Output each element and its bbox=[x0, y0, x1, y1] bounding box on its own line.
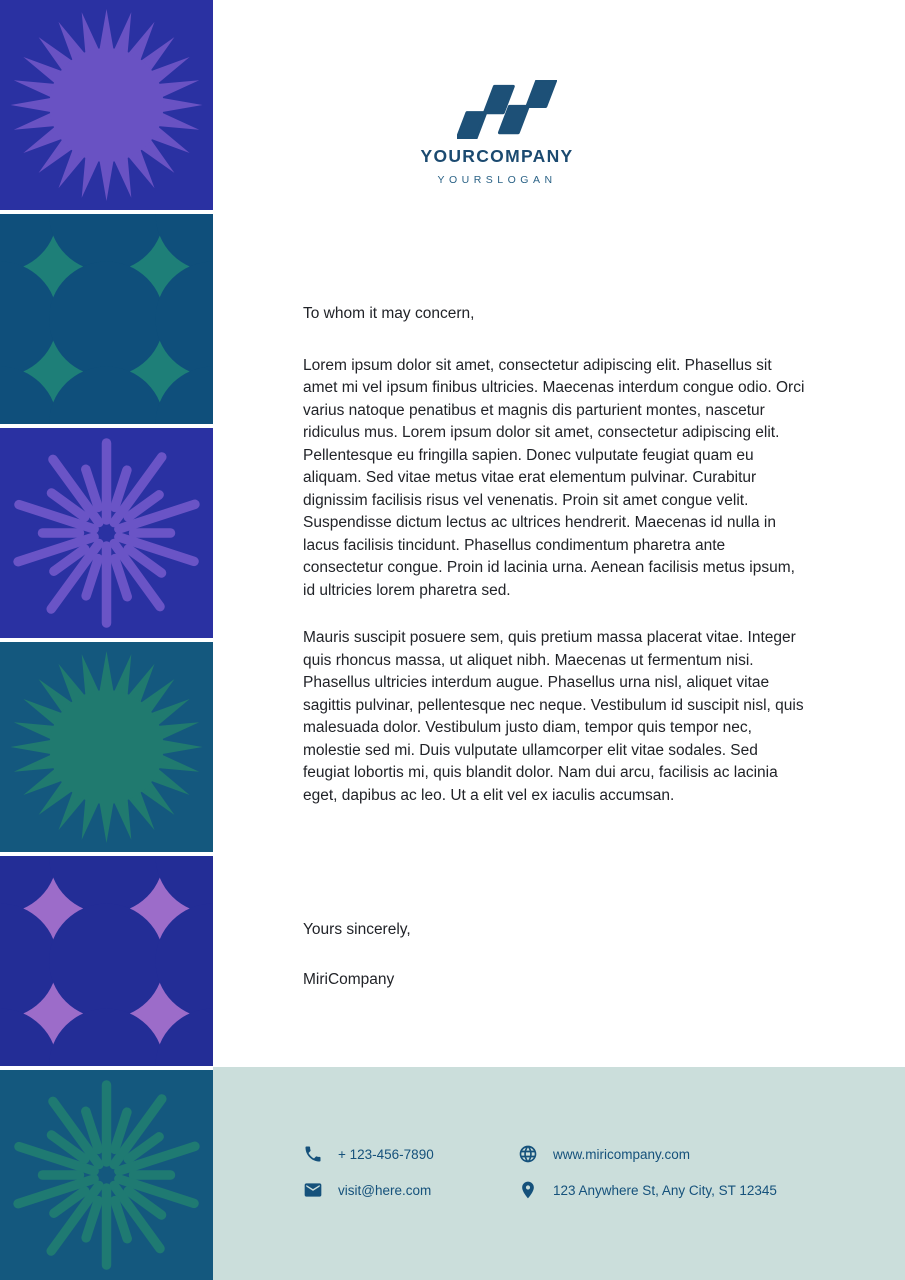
letter-body bbox=[303, 303, 805, 832]
company-logo bbox=[247, 80, 747, 186]
sidebar-pattern-purple-spiky-sun bbox=[0, 0, 213, 210]
email-contact bbox=[303, 1180, 431, 1200]
company-name: YOURCOMPANY bbox=[420, 146, 574, 166]
sidebar-pattern-teal-ray-burst bbox=[0, 1070, 213, 1280]
sidebar-pattern-purple-sparkle-grid bbox=[0, 856, 213, 1066]
letter-salutation: To whom it may concern, bbox=[303, 305, 475, 322]
company-slogan: YOURSLOGAN bbox=[437, 174, 557, 186]
email-address: visit@here.com bbox=[338, 1182, 432, 1198]
sidebar-pattern-teal-sparkle-grid bbox=[0, 214, 213, 424]
globe-icon bbox=[518, 1144, 538, 1164]
location-icon bbox=[518, 1180, 538, 1200]
sidebar-pattern-teal-spiky-sun bbox=[0, 642, 213, 852]
website-url: www.miricompany.com bbox=[553, 1146, 691, 1162]
email-icon bbox=[303, 1180, 323, 1200]
phone-icon bbox=[303, 1144, 323, 1164]
sidebar-pattern-purple-ray-burst bbox=[0, 428, 213, 638]
pattern-sidebar bbox=[0, 0, 213, 1280]
phone-number: + 123-456-7890 bbox=[338, 1146, 434, 1162]
company-logo-icon bbox=[457, 80, 557, 139]
letter-paragraph: Lorem ipsum dolor sit amet, consectetur adipiscing elit. Phasellus sit amet mi vel ipsum finibus ultricies. Maecenas interdum congue odio. Orci varius natoque penatibus et magnis dis parturient montes, nascetur ridiculus mus. Lorem ipsum dolor sit amet, consectetur adipiscing elit. Pellentesque eu fringilla sapien. Donec vulputate feugiat quam eu aliquam. Sed vitae metus vitae erat elementum pulvinar. Curabitur dignissim facilisis risus vel venenatis. Proin sit amet congue velit. Suspendisse dictum lectus ac ultrices hendrerit. Maecenas id nulla in lacus facilisis tincidunt. Phasellus condimentum pharetra ante consectetur congue. Proin id lacinia urna. Aenean facilisis metus ipsum, id ultricies lorem pharetra sed. bbox=[303, 356, 805, 599]
street-address: 123 Anywhere St, Any City, ST 12345 bbox=[553, 1182, 777, 1198]
address-contact bbox=[518, 1180, 777, 1200]
website-contact bbox=[518, 1144, 690, 1164]
contact-footer bbox=[213, 1067, 905, 1280]
phone-contact bbox=[303, 1144, 434, 1164]
letter-signature: MiriCompany bbox=[303, 971, 395, 988]
letter-paragraph: Mauris suscipit posuere sem, quis pretium massa placerat vitae. Integer quis rhoncus massa, ut aliquet nibh. Maecenas ut fermentum nisi. Phasellus ultricies interdum augue. Phasellus urna nisl, aliquet vitae sagittis pulvinar, pellentesque nec neque. Vestibulum id suscipit nisl, quis malesuada dolor. Vestibulum justo diam, tempor quis tempor nec, molestie sed mi. Duis vulputate ullamcorper elit vitae sodales. Sed feugiat lobortis mi, quis blandit dolor. Nam dui arcu, facilisis ac lacinia eget, dapibus ac leo. Ut a elit vel ex iaculis accumsan. bbox=[303, 629, 804, 804]
letter-closing: Yours sincerely, bbox=[303, 921, 411, 938]
